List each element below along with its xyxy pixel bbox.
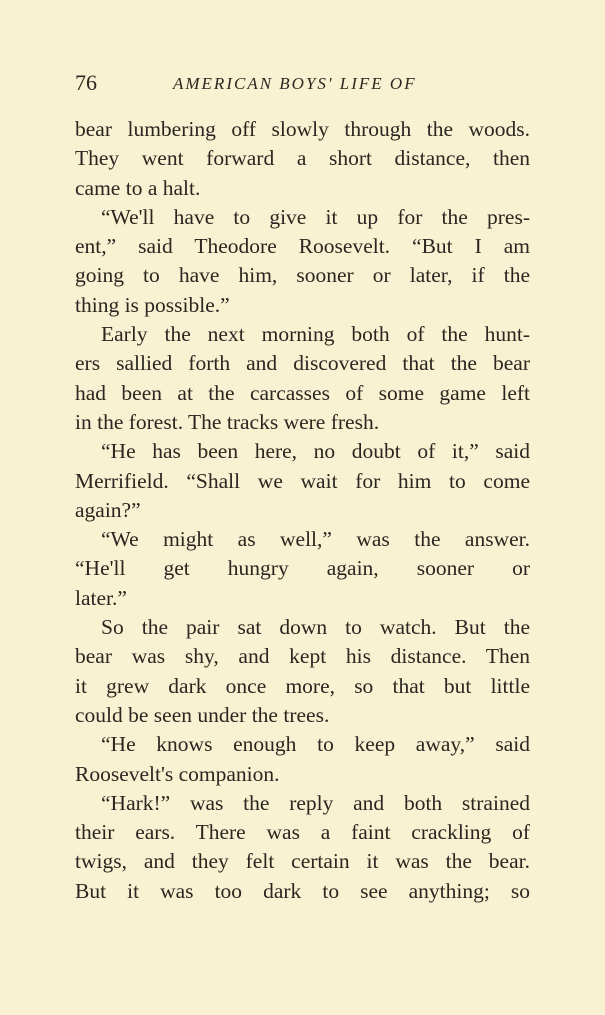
text-line: in the forest. The tracks were fresh. <box>75 409 380 434</box>
text-line: later.” <box>75 585 127 610</box>
text-line: “Hark!” was the reply and both strained <box>101 790 530 815</box>
text-line: Roosevelt's companion. <box>75 761 280 786</box>
text-line: came to a halt. <box>75 175 201 200</box>
text-line: “We'll have to give it up for the pres- <box>101 204 530 229</box>
text-line: had been at the carcasses of some game left <box>75 380 530 405</box>
text-line: “We might as well,” was the answer. <box>101 527 530 552</box>
text-line: bear was shy, and kept his distance. Then <box>75 644 530 669</box>
text-line: ers sallied forth and discovered that the bear <box>75 351 530 376</box>
text-line: But it was too dark to see anything; so <box>75 878 530 903</box>
text-line: “He has been here, no doubt of it,” said <box>101 439 530 464</box>
text-line: So the pair sat down to watch. But the <box>101 615 530 640</box>
text-line: it grew dark once more, so that but little <box>75 673 530 698</box>
text-line: thing is possible.” <box>75 292 230 317</box>
text-line: Merrifield. “Shall we wait for him to come <box>75 468 530 493</box>
page-header <box>75 70 530 102</box>
running-title: AMERICAN BOYS' LIFE OF <box>173 74 417 93</box>
text-line: They went forward a short distance, then <box>75 146 530 171</box>
text-line: their ears. There was a faint crackling of <box>75 820 530 845</box>
text-line: going to have him, sooner or later, if the <box>75 263 530 288</box>
text-line: ent,” said Theodore Roosevelt. “But I am <box>75 234 530 259</box>
page-number: 76 <box>75 70 97 95</box>
body-text <box>75 115 530 906</box>
text-line: Early the next morning both of the hunt- <box>101 322 530 347</box>
text-line: again?” <box>75 497 141 522</box>
text-line: “He knows enough to keep away,” said <box>101 732 530 757</box>
text-line: bear lumbering off slowly through the woods. <box>75 117 530 141</box>
text-line: could be seen under the trees. <box>75 702 330 727</box>
text-line: twigs, and they felt certain it was the bear. <box>75 849 530 874</box>
text-line: “He'll get hungry again, sooner or <box>75 556 530 581</box>
